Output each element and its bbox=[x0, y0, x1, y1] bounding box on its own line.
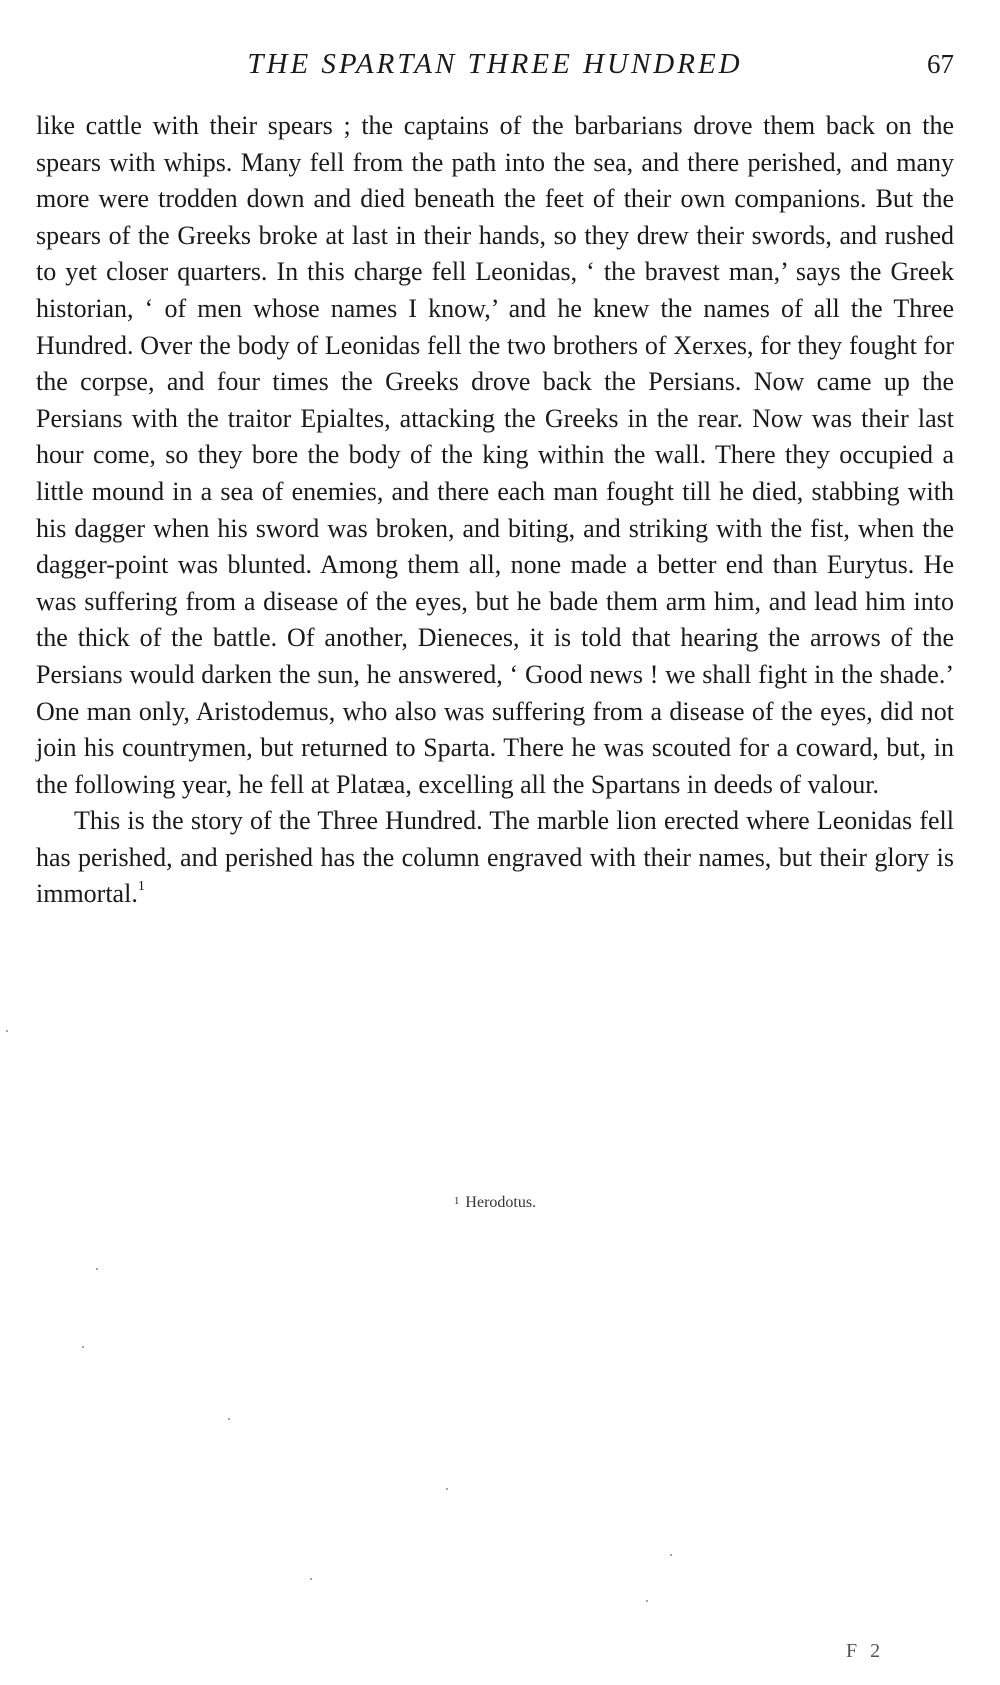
scan-speck bbox=[670, 1554, 672, 1556]
scan-speck bbox=[82, 1346, 84, 1348]
scan-speck bbox=[646, 1600, 648, 1602]
scan-speck bbox=[96, 1268, 98, 1270]
scan-speck bbox=[6, 1030, 8, 1032]
paragraph-1: like cattle with their spears ; the captains of the barbarians drove them back on the spears with whips. Many fell from the path into the sea, and there perished, and many more were trodden down and died beneath the feet of their own companions. But the spears of the Greeks broke at last in their hands, so they drew their swords, and rushed to yet closer quarters. In this charge fell Leonidas, ‘ the bravest man,’ says the Greek historian, ‘ of men whose names I know,’ and he knew the names of all the Three Hundred. Over the body of Leonidas fell the two brothers of Xerxes, for they fought for the corpse, and four times the Greeks drove back the Persians. Now came up the Persians with the traitor Epialtes, attacking the Greeks in the rear. Now was their last hour come, so they bore the body of the king within the wall. There they occupied a little mound in a sea of enemies, and there each man fought till he died, stabbing with his dagger when his sword was broken, and biting, and striking with the fist, when the dagger-point was blunted. Among them all, none made a better end than Eurytus. He was suffering from a disease of the eyes, but he bade them arm him, and lead him into the thick of the battle. Of another, Dieneces, it is told that hearing the arrows of the Persians would darken the sun, he answered, ‘ Good news ! we shall fight in the shade.’ One man only, Aristodemus, who also was suffering from a disease of the eyes, did not join his countrymen, but returned to Sparta. There he was scouted for a coward, but, in the following year, he fell at Platæa, excelling all the Spartans in deeds of valour. bbox=[36, 111, 954, 799]
scan-speck bbox=[446, 1488, 448, 1490]
footnote-marker: 1 bbox=[453, 1195, 460, 1207]
footnote-text: Herodotus. bbox=[465, 1194, 537, 1211]
body-text bbox=[36, 108, 954, 913]
page-number: 67 bbox=[927, 49, 954, 79]
footnote-reference-marker: 1 bbox=[137, 879, 145, 895]
paragraph-2-text: This is the story of the Three Hundred. The marble lion erected where Leonidas fell has perished, and perished has the column engraved with their names, but their glory is immortal. bbox=[36, 806, 954, 909]
running-title: THE SPARTAN THREE HUNDRED bbox=[247, 48, 743, 80]
scan-speck bbox=[228, 1418, 230, 1420]
signature-mark: F 2 bbox=[846, 1640, 885, 1662]
scan-speck bbox=[310, 1578, 312, 1580]
footnote bbox=[36, 1192, 954, 1214]
running-head bbox=[36, 44, 954, 84]
paragraph-2 bbox=[36, 803, 954, 913]
